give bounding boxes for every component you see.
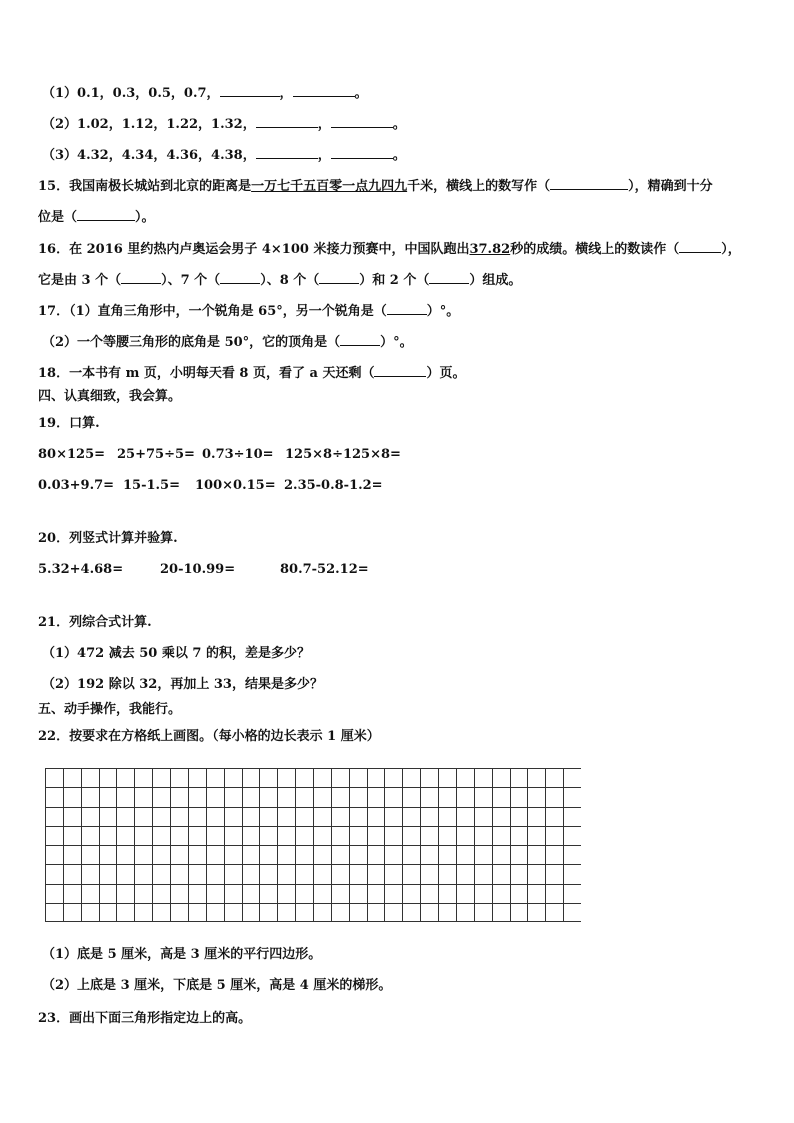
q17-part2: （2）一个等腰三角形的底角是 50°，它的顶角是（ ）°。 [42,335,413,350]
q19-item-2-2: 15-1.5= [123,478,180,493]
q14-part3-blank2[interactable] [331,146,393,159]
q16-blank-7[interactable] [220,271,260,284]
q19-item-2-1: 0.03+9.7= [38,478,115,493]
q22-part1: （1）底是 5 厘米，高是 3 厘米的平行四边形。 [42,947,322,962]
q16-blank-2[interactable] [429,271,469,284]
q14-part3-blank1[interactable] [256,146,318,159]
q20-item-3: 80.7-52.12= [280,562,369,577]
q19-item-2-4: 2.35-0.8-1.2= [284,478,383,493]
q15-number: 15． [38,179,70,194]
q15-underlined-number: 一万七千五百零一点九四九 [251,179,408,194]
q16-blank-read[interactable] [679,240,721,253]
q20-item-2: 20-10.99= [160,562,236,577]
q19-item-1-1: 80×125= [38,447,106,462]
q22-part2: （2）上底是 3 厘米，下底是 5 厘米，高是 4 厘米的梯形。 [42,978,392,993]
q14-part1-blank2[interactable] [293,84,355,97]
q21-title: 21．列综合式计算. [38,615,152,630]
q17-part1: 17．（1）直角三角形中，一个锐角是 65°，另一个锐角是（ ）°。 [38,304,460,319]
q21-part2: （2）192 除以 32，再加上 33，结果是多少？ [42,677,323,692]
q20-item-1: 5.32+4.68= [38,562,124,577]
q14-part2-blank2[interactable] [331,115,393,128]
q21-part1: （1）472 减去 50 乘以 7 的积，差是多少？ [42,646,310,661]
graph-paper-grid[interactable] [45,768,581,922]
q19-item-1-4: 125×8÷125×8= [285,447,401,462]
q14-part3: （3）4.32，4.34，4.36，4.38， ， 。 [42,148,406,163]
q17-part1-blank[interactable] [387,302,427,315]
q14-part2-text: 1.02，1.12，1.22，1.32， [77,117,256,132]
q14-part2-blank1[interactable] [256,115,318,128]
q23-title: 23．画出下面三角形指定边上的高。 [38,1011,252,1026]
q14-part1-text: 0.1，0.3，0.5，0.7， [77,86,220,101]
q18-blank[interactable] [374,364,426,377]
q16-number: 16． [38,242,70,257]
q19-item-1-2: 25+75÷5= [117,447,195,462]
q14-part3-number: （3） [42,148,78,163]
q14-part1: （1）0.1，0.3，0.5，0.7， ， 。 [42,86,368,101]
q22-title: 22．按要求在方格纸上画图。（每小格的边长表示 1 厘米） [38,729,380,744]
q16-line2: 它是由 3 个（ ）、7 个（ ）、8 个（ ）和 2 个（ ）组成。 [38,273,522,288]
q18: 18．一本书有 m 页，小明每天看 8 页，看了 a 天还剩（ ）页。 [38,366,466,381]
q17-part2-blank[interactable] [340,333,380,346]
q14-part3-text: 4.32，4.34，4.36，4.38， [77,148,256,163]
section-4-heading: 四、认真细致，我会算。 [38,389,182,404]
q15-line2: 位是（ ）。 [38,210,155,225]
q16-line1: 16．在 2016 里约热内卢奥运会男子 4×100 米接力预赛中，中国队跑出37.82秒的成绩。横线上的数读作（ ）， [38,242,741,257]
q19-item-2-3: 100×0.15= [195,478,276,493]
q14-part1-blank1[interactable] [220,84,280,97]
q16-blank-3[interactable] [121,271,161,284]
q19-title: 19．口算. [38,416,100,431]
q14-part2: （2）1.02，1.12，1.22，1.32， ， 。 [42,117,406,132]
q14-part2-number: （2） [42,117,78,132]
q16-underlined-number: 37.82 [469,242,511,257]
q16-blank-8[interactable] [319,271,359,284]
q15-line1: 15．我国南极长城站到北京的距离是一万七千五百零一点九四九千米，横线上的数写作（ ），精确到十分 [38,179,713,194]
section-5-heading: 五、动手操作，我能行。 [38,702,182,717]
q14-part1-number: （1） [42,86,78,101]
q15-blank2[interactable] [77,208,135,221]
q15-blank1[interactable] [550,177,628,190]
q20-title: 20．列竖式计算并验算. [38,531,178,546]
q19-item-1-3: 0.73÷10= [202,447,274,462]
